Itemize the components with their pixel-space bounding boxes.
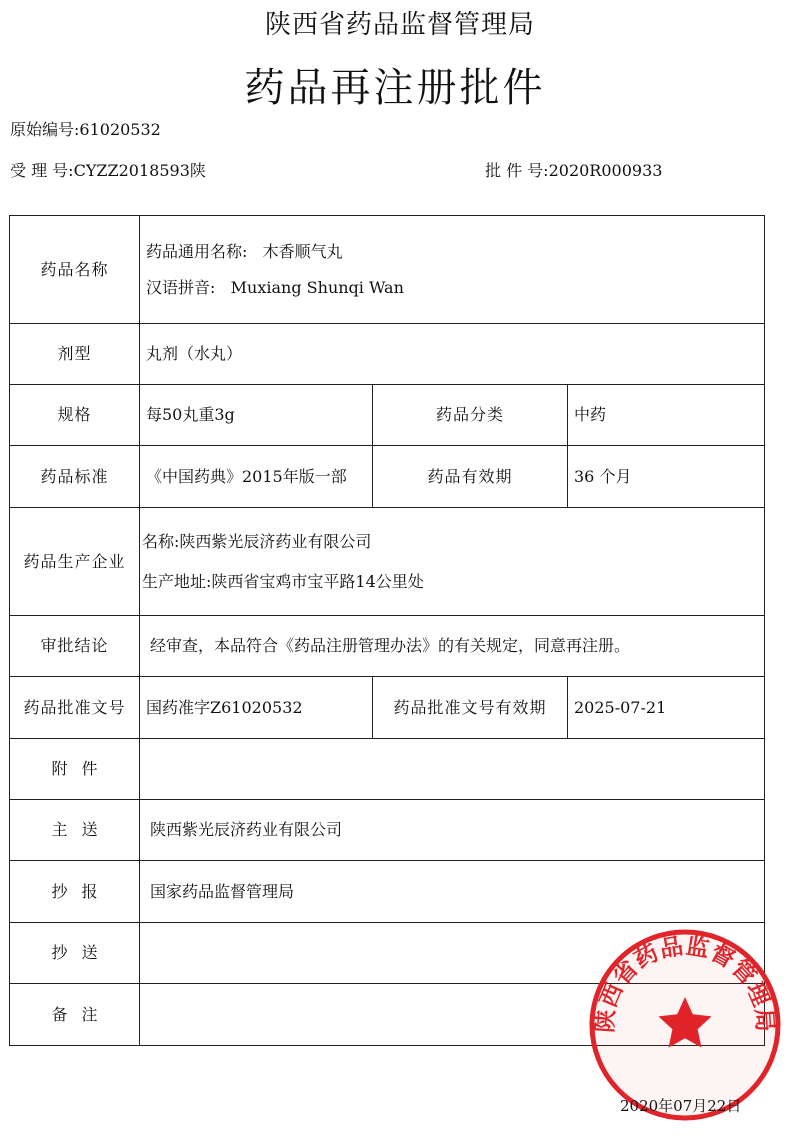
- approval-doc-number-label: 批 件 号:: [485, 161, 549, 180]
- acceptance-number-value: CYZZ2018593陕: [73, 161, 206, 180]
- attachment-value: [140, 739, 765, 800]
- spec-label: 规格: [10, 385, 140, 446]
- manufacturer-name-label: 名称:: [142, 531, 180, 551]
- dosage-form-value: 丸剂（水丸）: [140, 324, 765, 385]
- send-to-value: 陕西紫光辰济药业有限公司: [140, 800, 765, 861]
- table-row: [10, 739, 765, 800]
- drug-name-cell: [140, 216, 765, 324]
- table-row: [10, 508, 765, 616]
- conclusion-label: 审批结论: [10, 616, 140, 677]
- approval-validity-value: 2025-07-21: [568, 677, 765, 739]
- original-number-value: 61020532: [79, 120, 161, 139]
- manufacturer-name-value: 陕西紫光辰济药业有限公司: [179, 531, 372, 551]
- table-row: [10, 216, 765, 324]
- report-to-label: 抄报: [10, 861, 140, 923]
- category-value: 中药: [568, 385, 765, 446]
- pinyin-name: [146, 275, 758, 301]
- approval-doc-number-value: 2020R000933: [548, 161, 663, 180]
- document-title: 药品再注册批件: [244, 65, 546, 111]
- approval-doc-number: [485, 158, 662, 181]
- pinyin-value: Muxiang Shunqi Wan: [230, 277, 404, 297]
- standard-value: 《中国药典》2015年版一部: [140, 446, 373, 508]
- table-row: [10, 385, 765, 446]
- acceptance-number: [10, 158, 206, 181]
- agency-name: 陕西省药品监督管理局: [264, 10, 535, 40]
- table-row: [10, 800, 765, 861]
- drug-name-label: 药品名称: [10, 216, 140, 324]
- acceptance-number-label: 受 理 号:: [10, 161, 74, 180]
- send-to-label: 主送: [10, 800, 140, 861]
- table-row: [10, 677, 765, 739]
- seal-date: 2020年07月22日: [620, 1097, 742, 1115]
- report-to-value: 国家药品监督管理局: [140, 861, 765, 923]
- manufacturer-label: 药品生产企业: [10, 508, 140, 616]
- registration-table: [9, 215, 765, 1046]
- seal-text: 陕西省药品监督管理局: [592, 933, 778, 1034]
- manufacturer-address: [142, 569, 758, 595]
- table-row: [10, 616, 765, 677]
- approval-number-value: 国药准字Z61020532: [140, 677, 373, 739]
- approval-number-label: 药品批准文号: [10, 677, 140, 739]
- remarks-label: 备注: [10, 984, 140, 1046]
- manufacturer-address-value: 陕西省宝鸡市宝平路14公里处: [211, 571, 424, 591]
- cc-label: 抄送: [10, 923, 140, 984]
- validity-label: 药品有效期: [373, 446, 568, 508]
- validity-value: 36 个月: [568, 446, 765, 508]
- original-number-label: 原始编号:: [10, 120, 80, 139]
- spec-value: 每50丸重3g: [140, 385, 373, 446]
- table-row: [10, 324, 765, 385]
- dosage-form-label: 剂型: [10, 324, 140, 385]
- standard-label: 药品标准: [10, 446, 140, 508]
- generic-name: [146, 239, 758, 265]
- table-row: [10, 446, 765, 508]
- attachment-label: 附件: [10, 739, 140, 800]
- table-row: [10, 861, 765, 923]
- original-number: [10, 117, 161, 140]
- manufacturer-cell: [140, 508, 765, 616]
- manufacturer-address-label: 生产地址:: [142, 571, 212, 591]
- generic-name-label: 药品通用名称:: [146, 241, 248, 261]
- category-label: 药品分类: [373, 385, 568, 446]
- approval-validity-label: 药品批准文号有效期: [373, 677, 568, 739]
- generic-name-value: 木香顺气丸: [262, 241, 343, 261]
- pinyin-label: 汉语拼音:: [146, 277, 216, 297]
- manufacturer-name: [142, 529, 758, 555]
- conclusion-value: 经审查，本品符合《药品注册管理办法》的有关规定，同意再注册。: [140, 616, 765, 677]
